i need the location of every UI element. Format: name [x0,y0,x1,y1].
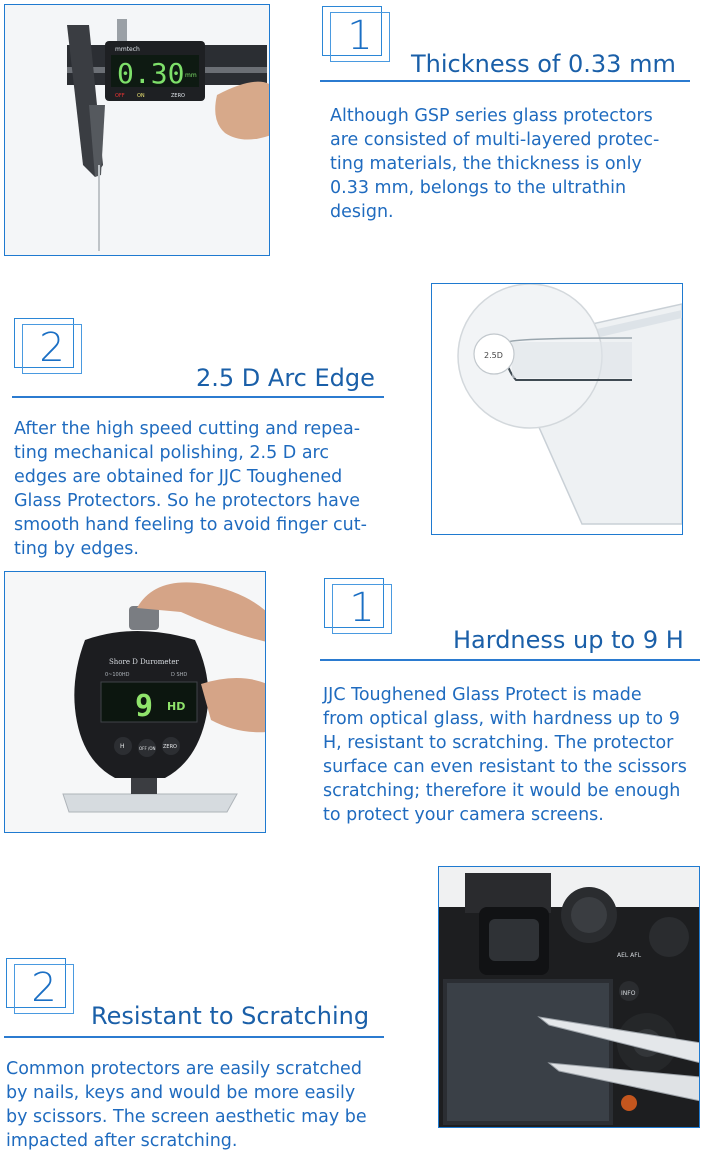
section-2-title: 2.5 D Arc Edge [196,364,375,392]
section-1-line: 0.33 mm, belongs to the ultrathin [330,178,627,198]
section-2-line: smooth hand feeling to avoid finger cut- [14,515,367,535]
durometer-h-label: H [120,743,125,750]
durometer-photo [4,571,266,833]
durometer-zero-label: ZERO [163,744,177,750]
section-3-description [323,683,700,827]
section-4-line: Common protectors are easily scratched [6,1059,362,1079]
caliper-zero-label: ZERO [171,93,185,99]
section-4-rule [4,1036,384,1038]
durometer-reading: 9 [135,689,154,724]
section-3-rule [320,659,700,661]
section-3-line: scratching; therefore it would be enough [323,781,681,801]
section-2-line: ting mechanical polishing, 2.5 D arc [14,443,329,463]
section-2-rule [12,396,384,398]
section-4-description [6,1057,384,1153]
section-3-number: 1 [349,585,375,631]
section-1-number-badge [322,6,392,62]
section-3-title: Hardness up to 9 H [453,626,684,654]
section-3-line: from optical glass, with hardness up to 9 [323,709,680,729]
section-2-description [14,417,380,561]
section-4-line: impacted after scratching. [6,1131,238,1151]
section-1-number: 1 [347,13,373,59]
section-2-line: After the high speed cutting and repea- [14,419,361,439]
section-4-title: Resistant to Scratching [91,1002,370,1030]
arc-edge-photo [431,283,683,535]
section-1-rule [320,80,690,82]
section-3-line: surface can even resistant to the scissors [323,757,687,777]
camera-scissors-photo [438,866,700,1128]
section-1-line: are consisted of multi-layered protec- [330,130,660,150]
section-2-line: edges are obtained for JJC Toughened [14,467,343,487]
section-3-line: to protect your camera screens. [323,805,604,825]
durometer-offon-label: OFF /ON [139,746,156,751]
caliper-brand: mmtech [115,46,140,53]
caliper-unit: mm [185,72,197,79]
caliper-photo [4,4,270,256]
section-4-line: by scissors. The screen aesthetic may be [6,1107,367,1127]
section-1-line: ting materials, the thickness is only [330,154,642,174]
durometer-model: D SHD [171,672,188,678]
section-3-line: H, resistant to scratching. The protector [323,733,674,753]
section-2-number: 2 [39,325,65,371]
section-2-line: ting by edges. [14,539,139,559]
caliper-off-label: OFF [115,93,125,99]
section-3-number-badge [324,578,394,634]
section-3-line: JJC Toughened Glass Protect is made [323,685,642,705]
caliper-on-label: ON [137,93,145,99]
section-4-number: 2 [31,965,57,1011]
camera-ael-label: AEL AFL [617,952,642,959]
durometer-brand: Shore D Durometer [109,658,179,666]
section-1-line: Although GSP series glass protectors [330,106,653,126]
section-2-line: Glass Protectors. So he protectors have [14,491,361,511]
durometer-range: 0~100HD [105,672,130,678]
arc-edge-label: 2.5D [484,351,503,360]
section-4-line: by nails, keys and would be more easily [6,1083,356,1103]
section-1-title: Thickness of 0.33 mm [411,50,676,78]
section-1-line: design. [330,202,394,222]
camera-info-label: INFO [621,990,636,997]
durometer-unit: HD [167,700,186,713]
section-1-description [330,104,686,224]
section-2-number-badge [14,318,84,374]
section-4-number-badge [6,958,76,1014]
caliper-reading: 0.30 [117,57,185,90]
